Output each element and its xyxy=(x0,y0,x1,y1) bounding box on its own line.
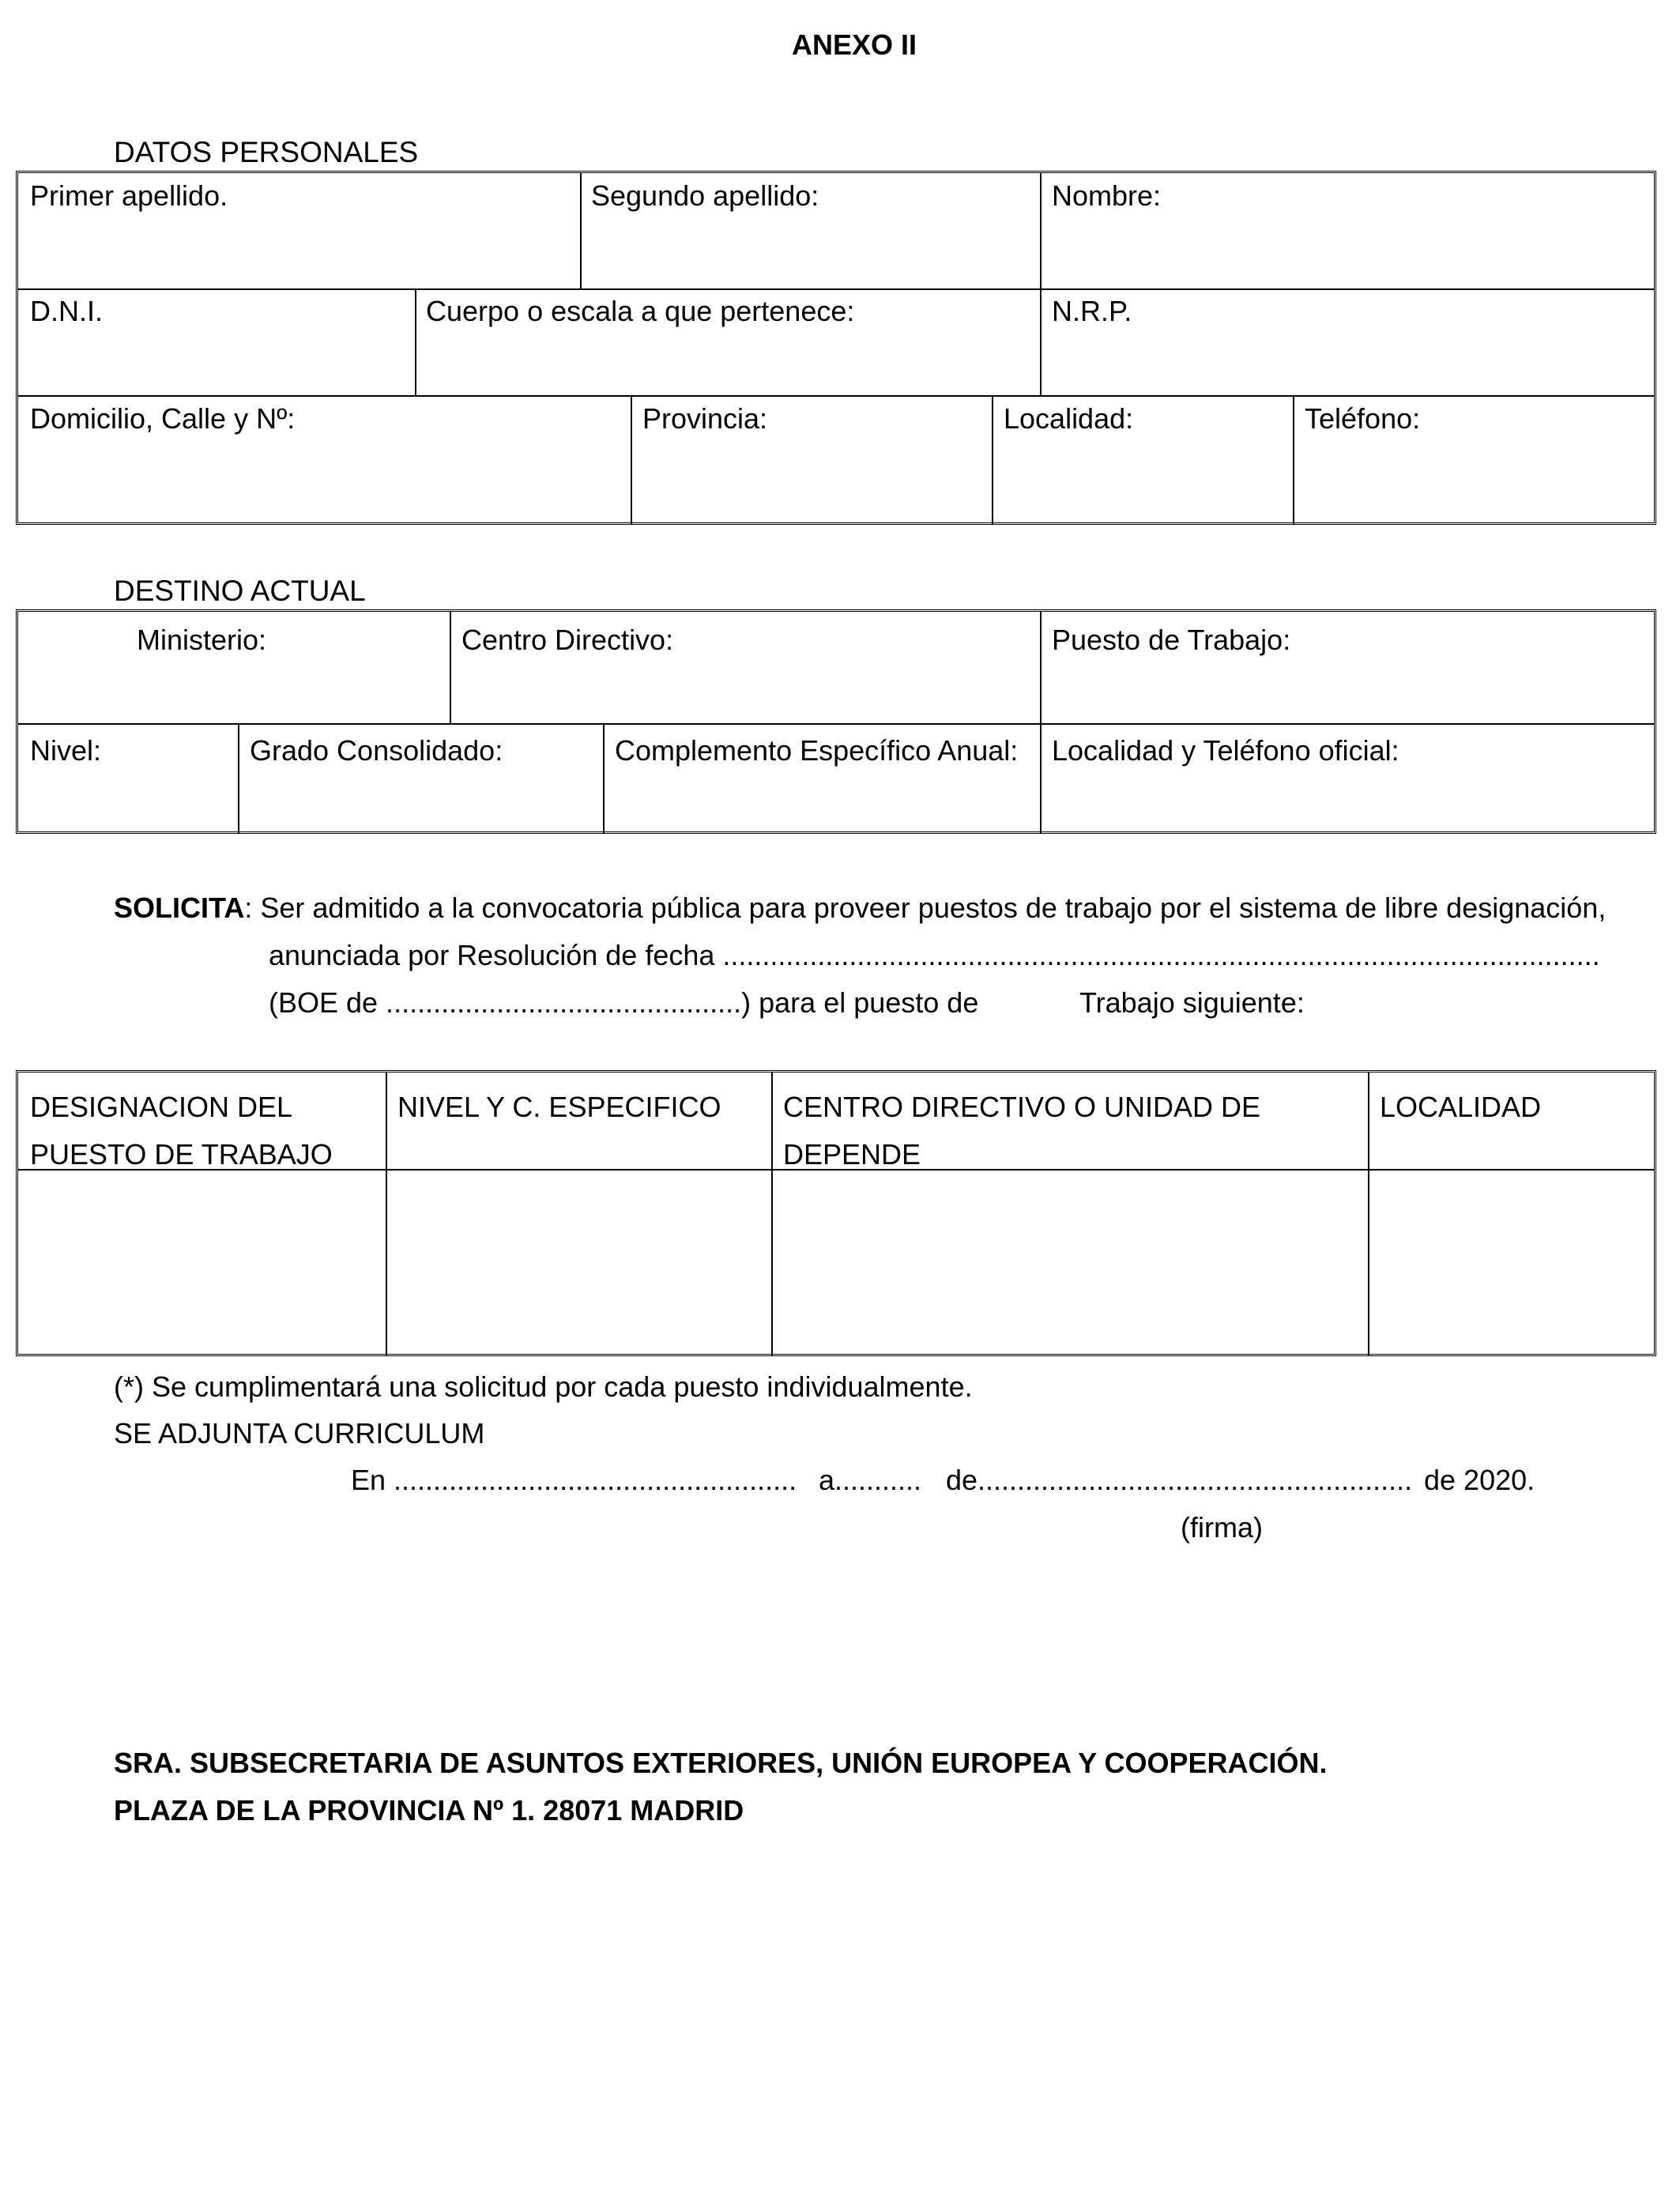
localidad-input-cell[interactable] xyxy=(1369,1171,1654,1355)
header-designacion-line-2: PUESTO DE TRABAJO xyxy=(30,1138,333,1171)
note-text: (*) Se cumplimentará una solicitud por cada puesto individualmente. xyxy=(114,1370,973,1403)
row-divider xyxy=(18,723,1654,725)
year-text: de 2020. xyxy=(1424,1464,1535,1496)
cuerpo-escala-field[interactable]: Cuerpo o escala a que pertenece: xyxy=(426,295,855,327)
primer-apellido-field[interactable]: Primer apellido. xyxy=(30,179,228,212)
addressee-line-1: SRA. SUBSECRETARIA DE ASUNTOS EXTERIORES, UNIÓN EUROPEA Y COOPERACIÓN. xyxy=(114,1747,1328,1779)
domicilio-field[interactable]: Domicilio, Calle y Nº: xyxy=(30,402,296,435)
solicita-line-3[interactable]: (BOE de .............................................) para el puesto de xyxy=(269,986,979,1019)
header-localidad: LOCALIDAD xyxy=(1380,1091,1542,1123)
column-divider xyxy=(1040,723,1042,833)
firma-label: (firma) xyxy=(1181,1511,1263,1544)
column-divider xyxy=(238,723,239,833)
header-designacion-line-1: DESIGNACION DEL xyxy=(30,1091,293,1123)
solicita-label: SOLICITA xyxy=(114,892,245,924)
addressee-line-2: PLAZA DE LA PROVINCIA Nº 1. 28071 MADRID xyxy=(114,1794,744,1826)
column-divider xyxy=(415,288,416,395)
adjunta-curriculum: SE ADJUNTA CURRICULUM xyxy=(114,1417,485,1449)
nivel-input-cell[interactable] xyxy=(387,1171,771,1355)
header-centro-line-1: CENTRO DIRECTIVO O UNIDAD DE xyxy=(783,1091,1261,1123)
column-divider xyxy=(992,395,993,524)
solicita-text-1: : Ser admitido a la convocatoria pública para proveer puestos de trabajo por el sistema de libre designación, xyxy=(244,892,1607,924)
telefono-field[interactable]: Teléfono: xyxy=(1305,402,1421,435)
complemento-especifico-field[interactable]: Complemento Específico Anual: xyxy=(615,734,1019,767)
localidad-field[interactable]: Localidad: xyxy=(1004,402,1134,435)
day-field[interactable]: a........... xyxy=(819,1464,922,1496)
header-centro-directivo xyxy=(783,1084,1355,1178)
header-designacion xyxy=(30,1084,333,1178)
nombre-field[interactable]: Nombre: xyxy=(1052,179,1162,212)
document-title: ANEXO II xyxy=(791,28,917,61)
column-divider xyxy=(1040,173,1042,288)
place-field[interactable]: En ................................................... xyxy=(351,1464,797,1496)
row-divider xyxy=(18,395,1654,397)
month-field[interactable]: de....................................................... xyxy=(946,1464,1413,1496)
puesto-trabajo-field[interactable]: Puesto de Trabajo: xyxy=(1052,624,1291,656)
destino-actual-table xyxy=(16,609,1656,834)
row-divider xyxy=(18,288,1654,290)
solicita-line-3-end: Trabajo siguiente: xyxy=(1079,986,1305,1019)
destino-actual-heading: DESTINO ACTUAL xyxy=(114,575,366,607)
header-nivel: NIVEL Y C. ESPECIFICO xyxy=(397,1091,721,1123)
puestos-table xyxy=(16,1070,1656,1356)
localidad-telefono-oficial-field[interactable]: Localidad y Teléfono oficial: xyxy=(1052,734,1399,767)
column-divider xyxy=(1293,395,1294,524)
column-divider xyxy=(603,723,605,833)
designacion-input-cell[interactable] xyxy=(18,1171,386,1355)
ministerio-field[interactable]: Ministerio: xyxy=(137,624,267,656)
datos-personales-heading: DATOS PERSONALES xyxy=(114,136,419,168)
nrp-field[interactable]: N.R.P. xyxy=(1052,295,1132,327)
dni-field[interactable]: D.N.I. xyxy=(30,295,104,327)
column-divider xyxy=(1040,612,1042,723)
nivel-field[interactable]: Nivel: xyxy=(30,734,102,767)
header-centro-line-2: DEPENDE xyxy=(783,1138,921,1171)
solicita-line-1 xyxy=(114,892,1606,925)
solicita-line-2[interactable]: anunciada por Resolución de fecha ............................................................................................................... xyxy=(269,939,1600,971)
provincia-field[interactable]: Provincia: xyxy=(642,402,768,435)
datos-personales-table xyxy=(16,171,1656,525)
centro-input-cell[interactable] xyxy=(773,1171,1368,1355)
grado-consolidado-field[interactable]: Grado Consolidado: xyxy=(250,734,503,767)
column-divider xyxy=(580,173,582,288)
centro-directivo-field[interactable]: Centro Directivo: xyxy=(461,624,674,656)
segundo-apellido-field[interactable]: Segundo apellido: xyxy=(591,179,819,212)
column-divider xyxy=(631,395,632,524)
column-divider xyxy=(1040,288,1042,395)
column-divider xyxy=(450,612,451,723)
